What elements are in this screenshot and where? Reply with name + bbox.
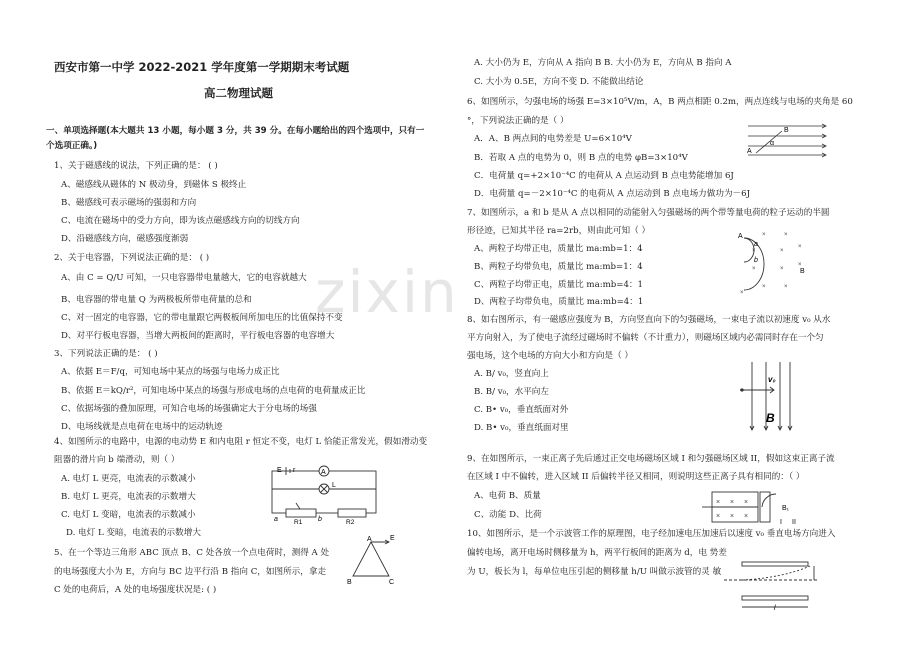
q10-stem-3: 为 U，板长为 l，每单位电压引起的侧移量 h/U 叫做示波管的灵 敏 [467,567,722,577]
q8-option-b: B. B/ v₀，水平向左 [474,387,549,397]
q1-option-b: B、磁感线可表示磁场的强弱和方向 [61,198,197,208]
exam-title: 西安市第一中学 2022-2021 学年度第一学期期末考试题 [54,60,350,74]
svg-text:×: × [752,266,756,272]
q4-option-b: B. 电灯 L 更亮，电流表的示数增大 [61,492,196,502]
circuit-label-L: L [332,482,336,489]
circuit-label-b: b [318,516,322,523]
q1-option-d: D、沿磁感线方向，磁感强度渐弱 [61,234,189,244]
q8-option-c: C. B• v₀，垂直纸面对外 [474,405,569,415]
q3-option-c: C、依据场强的叠加原理，可知合电场的场强确定大于分电场的场强 [61,404,317,414]
f6-label-A: A [747,148,752,155]
f6-label-B: B [784,127,789,134]
q4-option-c: C. 电灯 L 变暗，电流表的示数减小 [61,510,196,520]
tri-label-E: E [390,535,395,542]
q7-option-b: B、两粒子均带负电，质量比 ma:mb=1：4 [474,262,643,272]
q3-option-a: A、依据 E＝F/q，可知电场中某点的场强与电场力成正比 [61,367,280,377]
q6-stem: 6、如图所示，匀强电场的场强 E=3×10⁵V/m，A，B 两点相距 0.2m，两点连线与电场的夹角是 60 [467,97,853,107]
q8-stem-3: 强电场，这个电场的方向大小和方向是（ ） [467,351,634,361]
triangle-diagram [345,534,405,586]
q9-stem-2: 在区域 I 中不偏转，进入区域 II 后偏转半径又相同，则说明这些正离子具有相同的：（ ） [467,472,805,482]
q4-option-a: A. 电灯 L 更亮，电流表的示数减小 [61,474,196,484]
q6-option-b: B．若取 A 点的电势为 0，则 B 点的电势 φB=3×10⁴V [474,153,688,163]
q8-stem: 8、如右图所示，有一磁感应强度为 B，方向竖直向下的匀强磁场，一束电子流以初速度 v₀ 从水 [467,315,831,325]
q5-stem: 5、在一个等边三角形 ABC 顶点 B、C 处各放一个点电荷时，测得 A 处 [54,548,330,558]
circuit-label-a: a [274,516,278,523]
q7-option-d: D、两粒子均带负电，质量比 ma:mb=4：1 [474,297,644,307]
f10-label-l: l [774,605,776,612]
f8-label-B: B [766,411,775,425]
q8-option-d: D. B• v₀，垂直纸面对里 [474,423,569,433]
q6-stem-2: °，下列说法正确的是（ ） [467,116,569,126]
q9-options-cd: C、动能 D、比荷 [474,510,542,520]
section-heading-2: 个选项正确。) [46,141,98,151]
q2-option-d: D、对平行板电容器，当增大两板间的距离时，平行板电容器的电容增大 [61,331,335,341]
circuit-label-E: E [277,467,282,474]
svg-text:×: × [716,499,721,506]
f7-label-b: b [754,257,758,264]
svg-text:×: × [780,266,784,272]
q10-stem-2: 偏转电场，离开电场时侧移量为 h，两平行板间的距离为 d，电 势差 [467,548,727,558]
f7-label-B: B [800,268,805,275]
ion-selector-diagram [702,484,822,530]
q4-stem-2: 阻器的滑片向 b 端滑动，则（ ） [54,455,180,465]
q5-options-ab: A. 大小仍为 E，方向从 A 指向 B B. 大小仍为 E，方向从 B 指向 A [474,58,732,68]
electric-field-diagram [742,120,832,160]
svg-text:×: × [740,290,744,296]
magnetic-field-particles-diagram [732,226,812,298]
svg-text:×: × [762,284,766,290]
f7-label-A: A [738,233,743,240]
tri-label-C: C [389,579,395,586]
circuit-label-R2: R2 [346,519,355,525]
exam-subtitle: 高二物理试题 [204,86,273,100]
electron-beam-field-diagram [738,358,798,436]
q9-options-ab: A、电荷 B、质量 [474,491,541,501]
q3-option-b: B、依据 E＝kQ/r²，可知电场中某点的场强与形成电场的点电荷的电荷量成正比 [61,386,366,396]
f9-label-II: II [792,519,796,526]
watermark: zixin [315,258,459,326]
q6-option-c: C．电荷量 q=+2×10⁻⁴C 的电荷从 A 点运动到 B 点电势能增加 6J [474,171,734,181]
svg-text:×: × [784,232,788,238]
f7-label-a: a [754,241,758,248]
q6-option-d: D．电荷量 q=－2×10⁻⁴C 的电荷从 A 点运动到 B 点电场力做功为－6J [474,189,751,199]
q7-stem: 7、如图所示，a 和 b 是从 A 点以相同的动能射入匀强磁场的两个带等量电荷的粒子运动的半圆 [467,208,830,218]
circuit-label-r: r [293,467,296,474]
svg-text:×: × [716,513,721,520]
q8-stem-2: 平方向射入，为了使电子流经过磁场时不偏转（不计重力），则磁场区域内必需同时存在一个匀 [467,333,824,343]
q2-option-b: B、电容器的带电量 Q 为两极板所带电荷量的总和 [61,295,252,305]
svg-text:×: × [798,244,802,250]
svg-text:×: × [730,499,735,506]
q7-option-a: A、两粒子均带正电，质量比 ma:mb=1：4 [474,244,643,254]
q1-option-a: A、磁感线从磁体的 N 极动身，到磁体 S 极终止 [61,180,247,190]
q4-stem: 4、如图所示的电路中，电源的电动势 E 和内电阻 r 恒定不变，电灯 L 恰能正常发光，假如滑动变 [54,437,428,447]
svg-text:×: × [752,248,756,254]
q1-stem: 1、关于磁感线的说法，下列正确的是： ( ) [54,161,218,171]
q6-option-a: A．A、B 两点间的电势差是 U=6×10⁴V [474,134,632,144]
circuit-diagram [266,463,386,525]
q3-option-d: D、电场线就是点电荷在电场中的运动轨迹 [61,422,223,432]
q2-option-a: A、由 C = Q/U 可知，一只电容器带电量越大，它的电容就越大 [61,273,307,283]
q1-option-c: C、电流在磁场中的受力方向，即为该点磁感线方向的切线方向 [61,216,300,226]
f6-label-alpha: α [770,140,775,147]
circuit-label-A: A [321,469,326,476]
q2-option-c: C、对一固定的电容器，它的带电量跟它两极板间所加电压的比值保持不变 [61,313,343,323]
q10-stem: 10、如图所示，是一个示波管工作的原理图，电子经加速电压加速后以速度 v₀ 垂直电场方向进入 [467,529,836,539]
q2-stem: 2、关于电容器，下列说法正确的是： ( ) [54,253,210,263]
q8-option-a: A. B/ v₀，竖直向上 [474,369,549,379]
svg-text:×: × [744,499,749,506]
q7-stem-2: 形径迹，已知其半径 ra=2rb，则由此可知（ ） [467,226,651,236]
circuit-label-R1: R1 [294,519,303,525]
f8-label-v0: v₀ [768,375,776,384]
f9-label-I: I [780,519,782,526]
f9-label-B1: B₁ [782,505,790,512]
q3-stem: 3、下列说法正确的是： ( ) [54,349,158,359]
q5-options-cd: C. 大小为 0.5E，方向不变 D. 不能做出结论 [474,77,644,87]
tri-label-B: B [347,579,352,586]
svg-text:×: × [780,248,784,254]
q5-stem-2: 的电场强度大小为 E，方向与 BC 边平行沿 B 指向 C，如图所示，拿走 [54,567,327,577]
tri-label-A: A [367,536,372,543]
oscilloscope-deflection-diagram [722,552,822,612]
q4-option-d: D. 电灯 L 变暗，电流表的示数增大 [66,528,201,538]
svg-text:×: × [744,513,749,520]
svg-text:×: × [730,513,735,520]
svg-text:×: × [784,284,788,290]
q5-stem-3: C 处的电荷后，A 处的电场强度状况是: ( ) [54,585,217,595]
svg-text:×: × [798,262,802,268]
section-heading: 一、单项选择题(本大题共 13 小题，每小题 3 分，共 39 分。在每小题给出的四个选项中，只有一 [46,126,425,136]
q7-option-c: C、两粒子均带正电，质量比 ma:mb=4：1 [474,280,643,290]
svg-text:×: × [762,232,766,238]
q9-stem: 9、在如图所示，一束正离子先后通过正交电场磁场区域 I 和匀强磁场区域 II，假如这束正离子流 [467,454,835,464]
